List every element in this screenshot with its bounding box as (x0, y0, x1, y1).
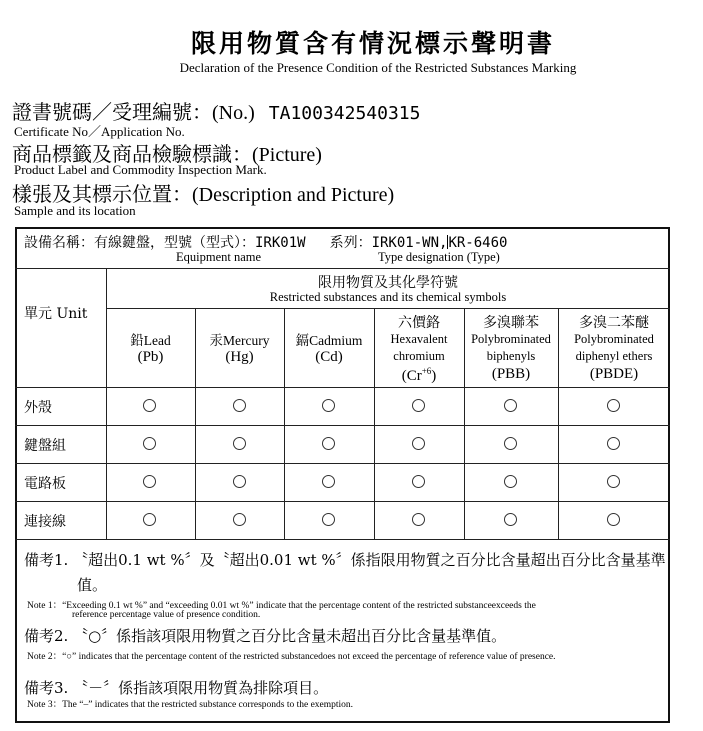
certificate-label-no: (No.) (212, 102, 255, 124)
circle-mark-icon (607, 513, 620, 526)
column-header-mercury: 汞Mercury (209, 333, 270, 349)
symbol-cd: (Cd) (315, 349, 343, 365)
table-divider (15, 539, 670, 540)
circle-mark-icon (322, 513, 335, 526)
type-label: 型號（型式）： (164, 235, 255, 251)
circle-mark-icon (607, 399, 620, 412)
circle-mark-icon (322, 437, 335, 450)
sample-label-description: (Description and Picture) (192, 184, 395, 206)
column-header-pbb-cn: 多溴聯苯 (483, 315, 539, 331)
column-header-cadmium: 鎘Cadmium (295, 333, 363, 349)
type-value: IRK01W (255, 235, 306, 251)
substances-header-cn: 限用物質及其化學符號 (318, 275, 458, 291)
table-divider (106, 308, 670, 309)
circle-mark-icon (504, 437, 517, 450)
certificate-label-cn: 證書號碼／受理編號： (12, 100, 212, 124)
certificate-label-en: Certificate No／Application No. (14, 124, 185, 139)
circle-mark-icon (607, 437, 620, 450)
column-header-hexavalent-chromium-cn: 六價鉻 (398, 315, 440, 331)
table-divider (106, 268, 107, 539)
circle-mark-icon (143, 513, 156, 526)
column-header-pbde-en2: diphenyl ethers (575, 349, 653, 363)
column-header-pbb-en1: Polybrominated (471, 332, 551, 346)
circle-mark-icon (233, 399, 246, 412)
unit-header: 單元 Unit (24, 306, 88, 322)
symbol-hg: (Hg) (225, 349, 254, 365)
note-1-cn-cont: 值。 (77, 576, 108, 594)
table-divider (15, 268, 670, 269)
product-label-en: Product Label and Commodity Inspection Mark. (14, 162, 267, 177)
circle-mark-icon (504, 399, 517, 412)
circle-mark-icon (143, 475, 156, 488)
circle-mark-icon (233, 437, 246, 450)
document-title: 限用物質含有情況標示聲明書 (190, 29, 555, 58)
equipment-name-value: 有線鍵盤， (94, 235, 164, 251)
circle-mark-icon (504, 475, 517, 488)
circle-mark-icon (412, 513, 425, 526)
symbol-cr6: $(Cr^{+6})$ (401, 366, 437, 384)
circle-mark-icon (322, 399, 335, 412)
note-1-cn: 備考1. 〝超出0.1 wt %〞及〝超出0.01 wt %〞係指限用物質之百分比含量超出百分比含量基準 (24, 551, 666, 569)
series-value-b[interactable]: KR-6460 (448, 235, 508, 251)
symbol-pb: (Pb) (137, 349, 164, 365)
table-divider (15, 501, 670, 502)
product-label-picture: (Picture) (252, 144, 322, 166)
equipment-name-en: Equipment name (176, 250, 262, 264)
table-divider (15, 425, 670, 426)
product-label-cn: 商品標籤及商品檢驗標識： (12, 142, 252, 166)
symbol-pbb: (PBB) (491, 366, 531, 382)
column-header-pbde-cn: 多溴二苯醚 (579, 315, 649, 331)
note-3-en: Note 3：The “–” indicates that the restricted substance corresponds to the exemption. (27, 700, 354, 710)
column-header-lead: 鉛Lead (130, 333, 171, 349)
column-header-hexavalent-en2: chromium (393, 349, 445, 363)
equipment-row (24, 232, 507, 252)
circle-mark-icon (607, 475, 620, 488)
note-3-cn: 備考3. 〝－〞係指該項限用物質為排除項目。 (24, 679, 329, 697)
equipment-label: 設備名稱： (24, 235, 94, 251)
column-header-hexavalent-en1: Hexavalent (390, 332, 448, 346)
circle-mark-icon (143, 437, 156, 450)
sample-label-cn: 樣張及其標示位置： (12, 182, 192, 206)
note-2-en: Note 2：“○” indicates that the percentage content of the restricted substancedoes not exceed the percentage of reference value of presence. (27, 652, 556, 662)
note-1-en-cont: reference percentage value of presence condition. (72, 610, 261, 620)
column-header-pbb-en2: biphenyls (486, 349, 536, 363)
table-divider (15, 463, 670, 464)
series-value-a: IRK01-WN, (371, 235, 448, 251)
circle-mark-icon (143, 399, 156, 412)
row-unit-label: 連接線 (24, 514, 66, 530)
row-unit-label: 外殼 (24, 400, 52, 416)
table-divider (15, 387, 670, 388)
note-2-cn: 備考2. 〝○〞係指該項限用物質之百分比含量未超出百分比含量基準值。 (24, 627, 507, 645)
circle-mark-icon (504, 513, 517, 526)
sample-label-en: Sample and its location (14, 203, 136, 218)
circle-mark-icon (233, 513, 246, 526)
column-header-pbde-en1: Polybrominated (574, 332, 654, 346)
circle-mark-icon (412, 399, 425, 412)
circle-mark-icon (412, 437, 425, 450)
note-1-en: Note 1：“Exceeding 0.1 wt %” and “exceeding 0.01 wt %” indicate that the percentage content of the restricted substanceexceeds the (27, 601, 536, 611)
circle-mark-icon (322, 475, 335, 488)
symbol-pbde: (PBDE) (589, 366, 639, 382)
substances-header-en: Restricted substances and its chemical symbols (269, 290, 507, 304)
certificate-number: TA100342540315 (268, 103, 421, 124)
series-label: 系列： (329, 235, 372, 251)
type-designation-en: Type designation (Type) (378, 250, 500, 264)
row-unit-label: 電路板 (24, 476, 66, 492)
circle-mark-icon (412, 475, 425, 488)
row-unit-label: 鍵盤組 (24, 438, 66, 454)
document-subtitle: Declaration of the Presence Condition of the Restricted Substances Marking (179, 60, 577, 75)
circle-mark-icon (233, 475, 246, 488)
